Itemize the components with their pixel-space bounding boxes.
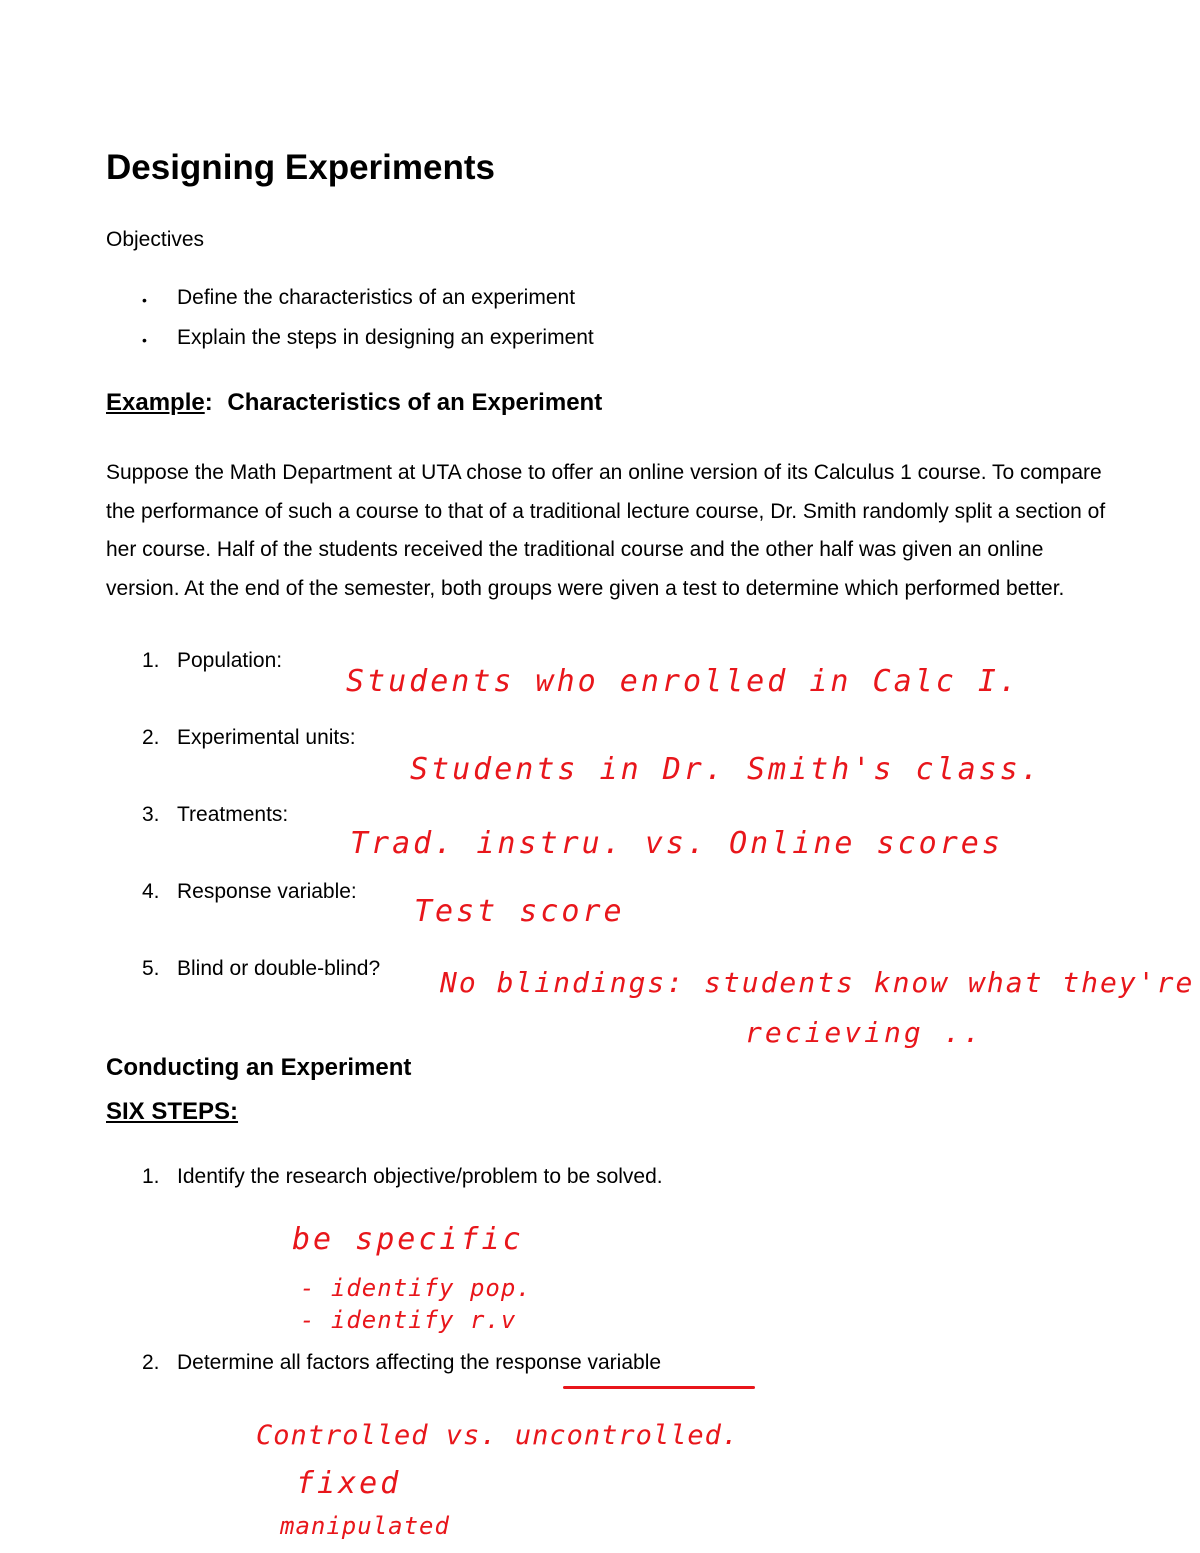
question-label: Blind or double-blind? bbox=[177, 957, 381, 980]
example-label: Example bbox=[106, 389, 205, 416]
handwritten-answer: No blindings: students know what they're bbox=[440, 966, 1195, 999]
handwritten-note: - identify r.v bbox=[300, 1306, 517, 1334]
step-number: 2. bbox=[142, 1351, 160, 1374]
handwritten-answer: Trad. instru. vs. Online scores bbox=[350, 826, 1003, 861]
example-title: Characteristics of an Experiment bbox=[227, 389, 603, 416]
question-number: 3. bbox=[142, 803, 160, 826]
example-colon: : bbox=[204, 389, 213, 416]
question-label: Treatments: bbox=[177, 803, 289, 826]
page-title: Designing Experiments bbox=[106, 148, 495, 187]
question-number: 1. bbox=[142, 649, 160, 672]
question-label: Experimental units: bbox=[177, 726, 356, 749]
question-number: 4. bbox=[142, 880, 160, 903]
objective-item: Explain the steps in designing an experiment bbox=[177, 326, 594, 349]
bullet-icon: • bbox=[142, 332, 147, 348]
question-number: 2. bbox=[142, 726, 160, 749]
example-paragraph: Suppose the Math Department at UTA chose to offer an online version of its Calculus 1 course. To compare the performance of such a course to that of a traditional lecture course, Dr. Smith randomly split a section of her course. Half of the students received the traditional course and the other half was given an online version. At the end of the semester, both groups were given a test to determine which performed better. bbox=[106, 461, 1106, 600]
question-label: Response variable: bbox=[177, 880, 357, 903]
objectives-heading: Objectives bbox=[106, 228, 205, 251]
question-label: Population: bbox=[177, 649, 283, 672]
conducting-heading: Conducting an Experiment bbox=[106, 1054, 412, 1081]
handwritten-answer: Test score bbox=[414, 894, 625, 929]
example-heading bbox=[106, 389, 602, 417]
handwritten-note: be specific bbox=[292, 1222, 524, 1257]
handwritten-note: fixed bbox=[296, 1466, 402, 1501]
bullet-icon: • bbox=[142, 292, 147, 308]
handwritten-note: manipulated bbox=[280, 1512, 450, 1540]
handwritten-note: - identify pop. bbox=[300, 1274, 532, 1302]
step-text: Identify the research objective/problem to be solved. bbox=[177, 1165, 663, 1188]
objective-item: Define the characteristics of an experiment bbox=[177, 286, 576, 309]
step-text: Determine all factors affecting the response variable bbox=[177, 1351, 662, 1374]
question-number: 5. bbox=[142, 957, 160, 980]
handwritten-underline bbox=[563, 1386, 755, 1389]
handwritten-answer-continued: recieving .. bbox=[745, 1016, 984, 1049]
six-steps-heading: SIX STEPS: bbox=[106, 1098, 239, 1125]
step-number: 1. bbox=[142, 1165, 160, 1188]
handwritten-note: Controlled vs. uncontrolled. bbox=[256, 1420, 740, 1451]
handwritten-answer: Students who enrolled in Calc I. bbox=[346, 664, 1020, 699]
handwritten-answer: Students in Dr. Smith's class. bbox=[410, 752, 1042, 787]
